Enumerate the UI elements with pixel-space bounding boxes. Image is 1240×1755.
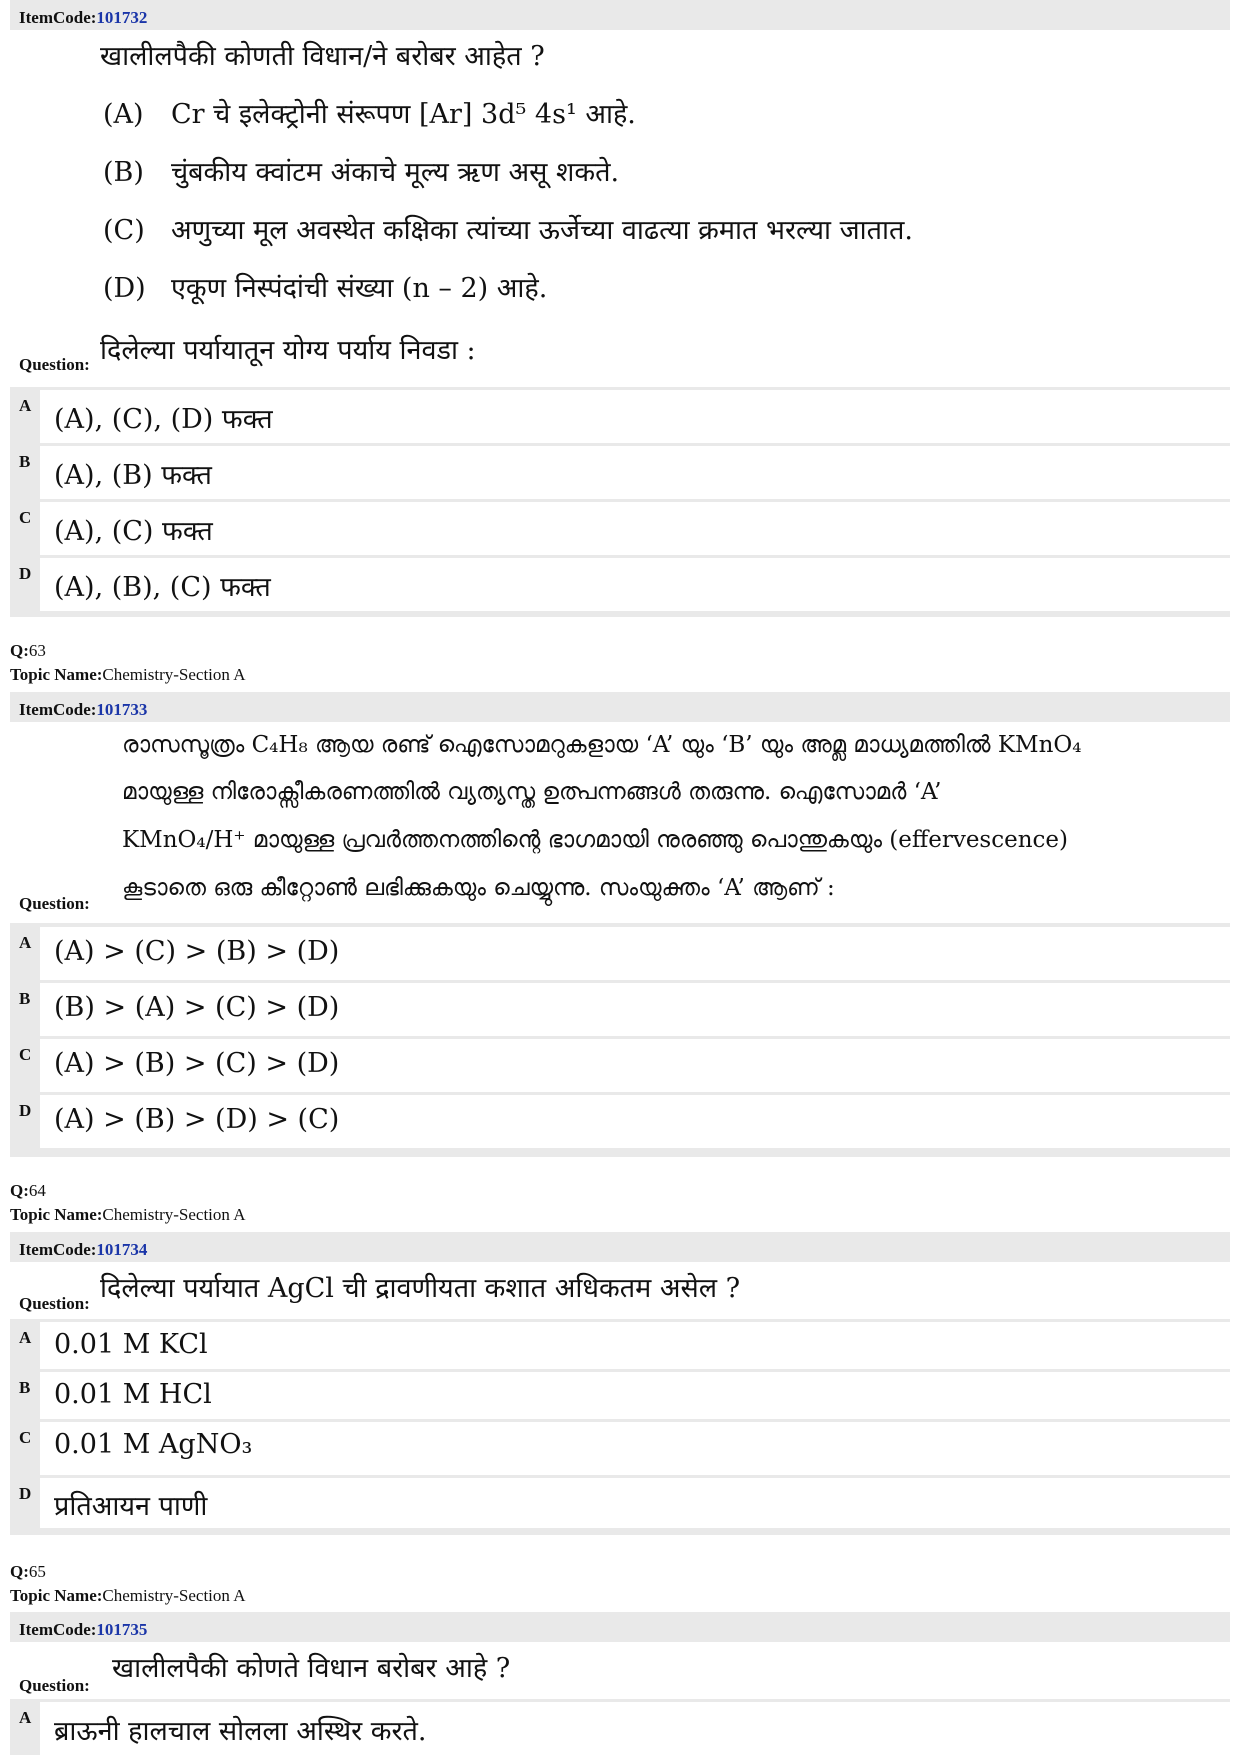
topic-name: Topic Name:Chemistry-Section A bbox=[10, 1205, 246, 1224]
question-text: दिलेल्या पर्यायात AgCl ची द्रावणीयता कशात अधिकतम असेल ? bbox=[100, 1273, 741, 1304]
item-code: ItemCode:101734 bbox=[19, 1240, 148, 1259]
question-body bbox=[10, 1262, 1230, 1319]
item-code: ItemCode:101733 bbox=[19, 700, 148, 719]
item-code: ItemCode:101735 bbox=[19, 1620, 148, 1639]
item-code: ItemCode:101732 bbox=[19, 8, 148, 27]
statement-a: (A) Cr चे इलेक्ट्रोनी संरूपण [Ar] 3d⁵ 4s¹ आहे. bbox=[103, 99, 636, 130]
question-line-1: രാസസൂത്രം C₄H₈ ആയ രണ്ട് ഐസോമറുകളായ ‘A’ യും ‘B’ യും അമ്ല മാധ്യമത്തിൽ KMnO₄ bbox=[122, 732, 1082, 758]
option-b[interactable]: B 0.01 M HCl bbox=[10, 1372, 1230, 1419]
item-code-value: 101732 bbox=[96, 8, 148, 27]
option-a[interactable]: A ब्राऊनी हालचाल सोलला अस्थिर करते. bbox=[10, 1702, 1230, 1755]
question-body bbox=[10, 722, 1230, 923]
option-a[interactable]: A 0.01 M KCl bbox=[10, 1322, 1230, 1369]
statement-b: (B) चुंबकीय क्वांटम अंकाचे मूल्य ऋण असू शकते. bbox=[103, 157, 620, 188]
question-prompt: दिलेल्या पर्यायातून योग्य पर्याय निवडा : bbox=[100, 335, 476, 366]
question-number: Q:65 bbox=[10, 1562, 46, 1581]
question-body bbox=[10, 30, 1230, 387]
question-label: Question: bbox=[19, 1676, 90, 1695]
question-text: खालीलपैकी कोणते विधान बरोबर आहे ? bbox=[112, 1653, 511, 1684]
question-intro: खालीलपैकी कोणती विधान/ने बरोबर आहेत ? bbox=[100, 41, 545, 72]
option-c[interactable]: C (A), (C) फक्त bbox=[10, 502, 1230, 555]
option-b[interactable]: B (B) > (A) > (C) > (D) bbox=[10, 983, 1230, 1036]
question-block-65 bbox=[10, 1612, 1230, 1755]
question-line-4: കൂടാതെ ഒരു കീറ്റോൺ ലഭിക്കുകയും ചെയ്യുന്നു. സംയുക്തം ‘A’ ആണ് : bbox=[122, 875, 835, 901]
option-c[interactable]: C 0.01 M AgNO₃ bbox=[10, 1422, 1230, 1475]
option-a[interactable]: A (A) > (C) > (B) > (D) bbox=[10, 927, 1230, 980]
question-number: Q:63 bbox=[10, 641, 46, 660]
statement-c: (C) अणुच्या मूल अवस्थेत कक्षिका त्यांच्या ऊर्जेच्या वाढत्या क्रमात भरल्या जातात. bbox=[103, 215, 914, 246]
item-code-value: 101734 bbox=[96, 1240, 148, 1259]
item-code-value: 101735 bbox=[96, 1620, 148, 1639]
question-block-62 bbox=[10, 0, 1230, 617]
option-d[interactable]: D प्रतिआयन पाणी bbox=[10, 1478, 1230, 1528]
question-line-2: മായുള്ള നിരോക്സീകരണത്തിൽ വ്യത്യസ്ത ഉത്പന്നങ്ങൾ തരുന്നു. ഐസോമർ ‘A’ bbox=[122, 779, 942, 805]
option-d[interactable]: D (A) > (B) > (D) > (C) bbox=[10, 1095, 1230, 1148]
question-line-3: KMnO₄/H⁺ മായുള്ള പ്രവർത്തനത്തിന്റെ ഭാഗമായി നുരഞ്ഞു പൊന്തുകയും (effervescence) bbox=[122, 827, 1069, 853]
statement-d: (D) एकूण निस्पंदांची संख्या (n – 2) आहे. bbox=[103, 273, 548, 304]
option-c[interactable]: C (A) > (B) > (C) > (D) bbox=[10, 1039, 1230, 1092]
question-number: Q:64 bbox=[10, 1181, 46, 1200]
question-block-64 bbox=[10, 1232, 1230, 1535]
question-block-63 bbox=[10, 692, 1230, 1157]
question-label: Question: bbox=[19, 894, 90, 913]
question-label: Question: bbox=[19, 1294, 90, 1313]
question-body bbox=[10, 1642, 1230, 1699]
question-label: Question: bbox=[19, 355, 90, 374]
option-a[interactable]: A (A), (C), (D) फक्त bbox=[10, 390, 1230, 443]
item-code-value: 101733 bbox=[96, 700, 148, 719]
option-d[interactable]: D (A), (B), (C) फक्त bbox=[10, 558, 1230, 611]
topic-name: Topic Name:Chemistry-Section A bbox=[10, 665, 246, 684]
option-b[interactable]: B (A), (B) फक्त bbox=[10, 446, 1230, 499]
topic-name: Topic Name:Chemistry-Section A bbox=[10, 1586, 246, 1605]
